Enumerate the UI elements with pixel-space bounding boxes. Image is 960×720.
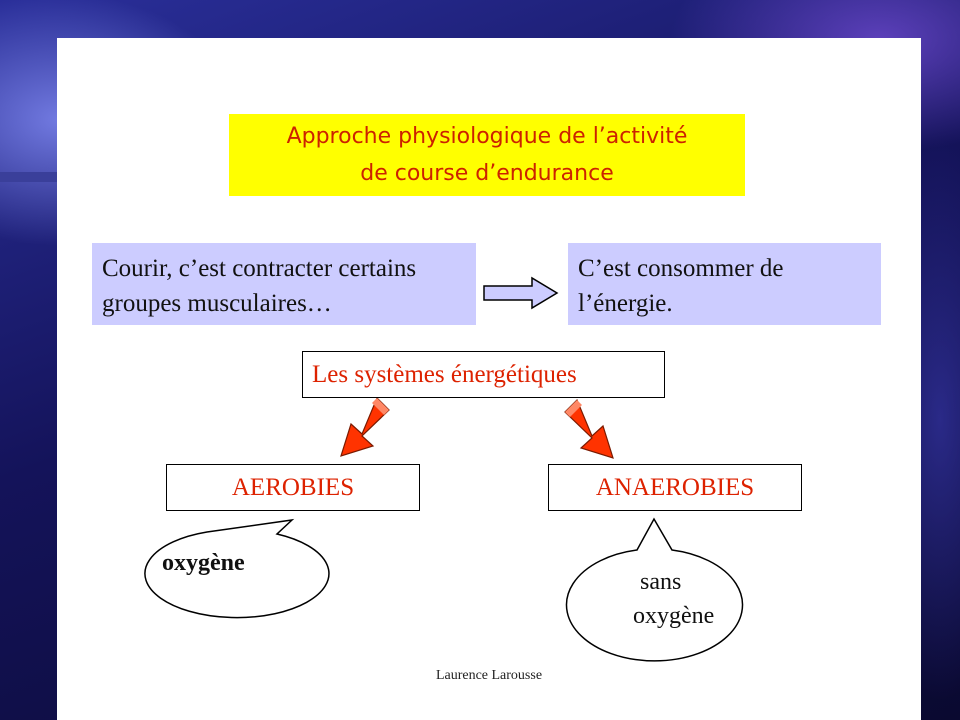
anaerobic-bubble-line-2: oxygène: [633, 603, 715, 629]
down-left-arrow-icon: [341, 398, 389, 456]
title-line-1: Approche physiologique de l’activité: [286, 124, 688, 149]
right-arrow-icon: [484, 278, 557, 308]
energy-systems-label: Les systèmes énergétiques: [312, 360, 577, 388]
anaerobic-box: [548, 464, 802, 511]
author-footer: Laurence Larousse: [435, 668, 543, 683]
running-statement-line-1: Courir, c’est contracter certains: [102, 255, 417, 282]
energy-statement-line-2: l’énergie.: [578, 290, 673, 317]
down-right-arrow-icon: [565, 400, 613, 458]
aerobic-bubble-text: oxygène: [162, 550, 245, 576]
background-stripe: [0, 172, 57, 182]
aerobic-box: [166, 464, 420, 511]
anaerobic-label: ANAEROBIES: [595, 473, 755, 501]
energy-systems-box: [302, 351, 665, 398]
aerobic-label: AEROBIES: [231, 473, 355, 501]
anaerobic-bubble-line-1: sans: [640, 569, 682, 595]
energy-statement-line-1: C’est consommer de: [578, 255, 784, 282]
running-statement-line-2: groupes musculaires…: [102, 290, 332, 317]
title-line-2: de course d’endurance: [360, 161, 614, 186]
slide: [57, 38, 921, 720]
